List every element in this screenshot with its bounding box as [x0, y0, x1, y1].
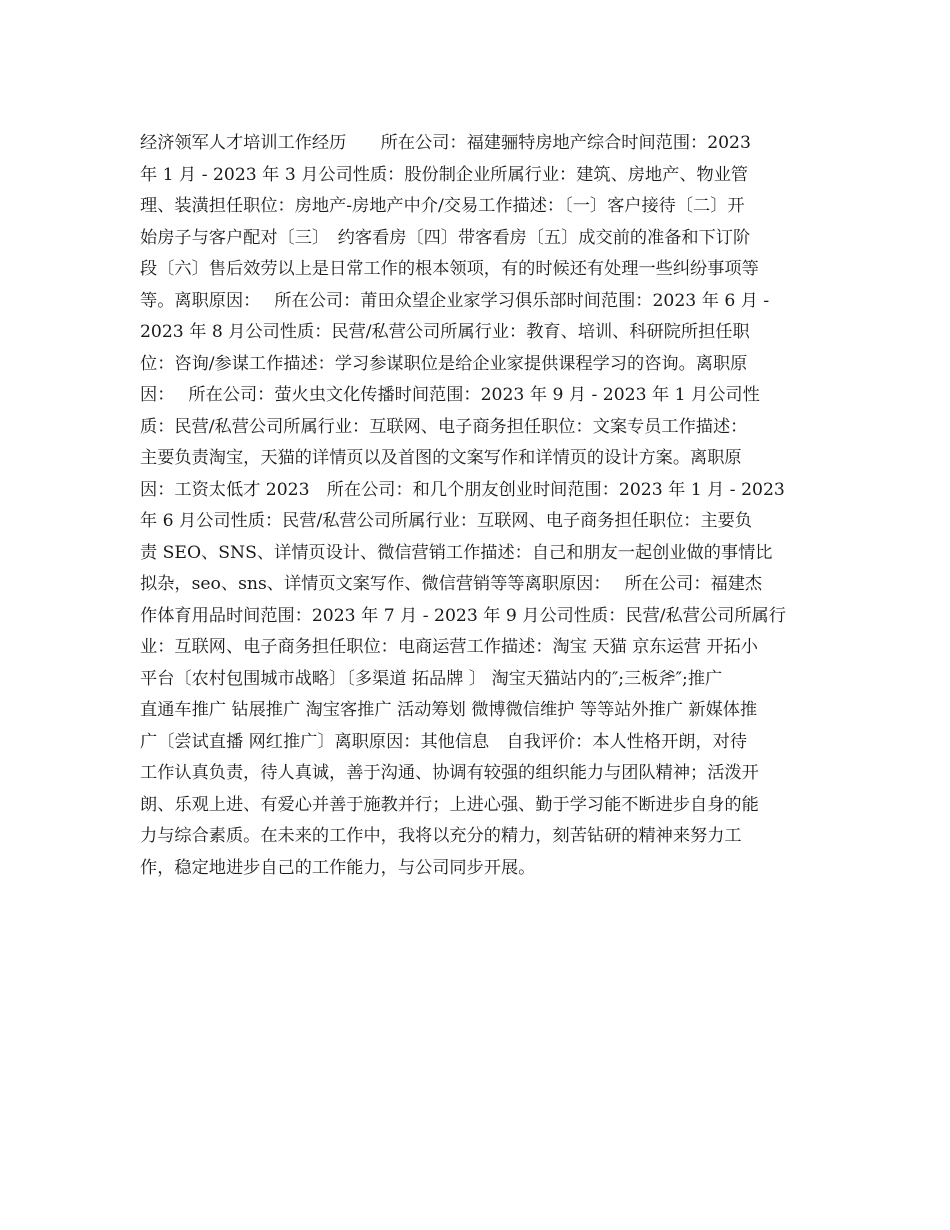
text-line-21: 工作认真负责，待人真诚，善于沟通、协调有较强的组织能力与团队精神；活泼开 — [140, 763, 759, 783]
text-line-4: 始房子与客户配对〔三〕 约客看房〔四〕带客看房〔五〕成交前的准备和下订阶 — [140, 227, 751, 248]
text-line-7: 2023 年 8 月公司性质：民营/私营公司所属行业：教育、培训、科研院所担任职 — [140, 322, 750, 342]
text-line-23: 力与综合素质。在未来的工作中，我将以充分的精力，刻苦钻研的精神来努力工 — [140, 826, 742, 846]
text-line-2: 年 1 月 - 2023 年 3 月公司性质：股份制企业所属行业：建筑、房地产、物业管 — [140, 164, 749, 185]
text-line-11: 主要负责淘宝，天猫的详情页以及首图的文案写作和详情页的设计方案。离职原 — [140, 448, 742, 468]
text-line-8: 位：咨询/参谋工作描述：学习参谋职位是给企业家提供课程学习的咨询。离职原 — [140, 353, 748, 374]
text-line-22: 朗、乐观上进、有爱心并善于施教并行；上进心强、勤于学习能不断进步自身的能 — [140, 794, 759, 815]
text-line-13: 年 6 月公司性质：民营/私营公司所属行业：互联网、电子商务担任职位：主要负 — [140, 511, 753, 531]
text-line-3: 理、装潢担任职位：房地产-房地产中介/交易工作描述：〔一〕客户接待〔二〕开 — [140, 196, 745, 216]
text-line-15: 拟杂，seo、sns、详情页文案写作、微信营销等等离职原因： 所在公司：福建杰 — [140, 574, 763, 594]
text-line-24: 作，稳定地进步自己的工作能力，与公司同步开展。 — [140, 857, 536, 878]
text-line-14: 责 SEO、SNS、详情页设计、微信营销工作描述：自己和朋友一起创业做的事情比 — [140, 542, 773, 563]
text-line-10: 质：民营/私营公司所属行业：互联网、电子商务担任职位：文案专员工作描述： — [140, 416, 748, 437]
text-line-1: 经济领军人才培训工作经历 所在公司：福建骊特房地产综合时间范围：2023 — [140, 133, 751, 153]
text-line-18: 平台〔农村包围城市战略〕〔多渠道 拓品牌 〕 淘宝天猫站内的″;三板斧″;推广 — [140, 668, 723, 689]
resume-body-text — [140, 128, 820, 884]
text-line-9: 因： 所在公司：萤火虫文化传播时间范围：2023 年 9 月 - 2023 年 1 月公司性 — [140, 385, 760, 405]
text-line-16: 作体育用品时间范围：2023 年 7 月 - 2023 年 9 月公司性质：民营/私营公司所属行 — [140, 605, 786, 626]
text-line-12: 因：工资太低才 2023 所在公司：和几个朋友创业时间范围：2023 年 1 月 - 2023 — [140, 479, 785, 500]
text-line-19: 直通车推广 钻展推广 淘宝客推广 活动筹划 微博微信维护 等等站外推广 新媒体推 — [140, 700, 758, 720]
text-line-6: 等。离职原因： 所在公司：莆田众望企业家学习俱乐部时间范围：2023 年 6 月 - — [140, 290, 770, 311]
text-line-17: 业：互联网、电子商务担任职位：电商运营工作描述：淘宝 天猫 京东运营 开拓小 — [140, 637, 758, 657]
text-line-20: 广〔尝试直播 网红推广〕离职原因：其他信息 自我评价：本人性格开朗，对待 — [140, 731, 748, 752]
text-line-5: 段〔六〕售后效劳以上是日常工作的根本领项，有的时候还有处理一些纠纷事项等 — [140, 259, 759, 279]
